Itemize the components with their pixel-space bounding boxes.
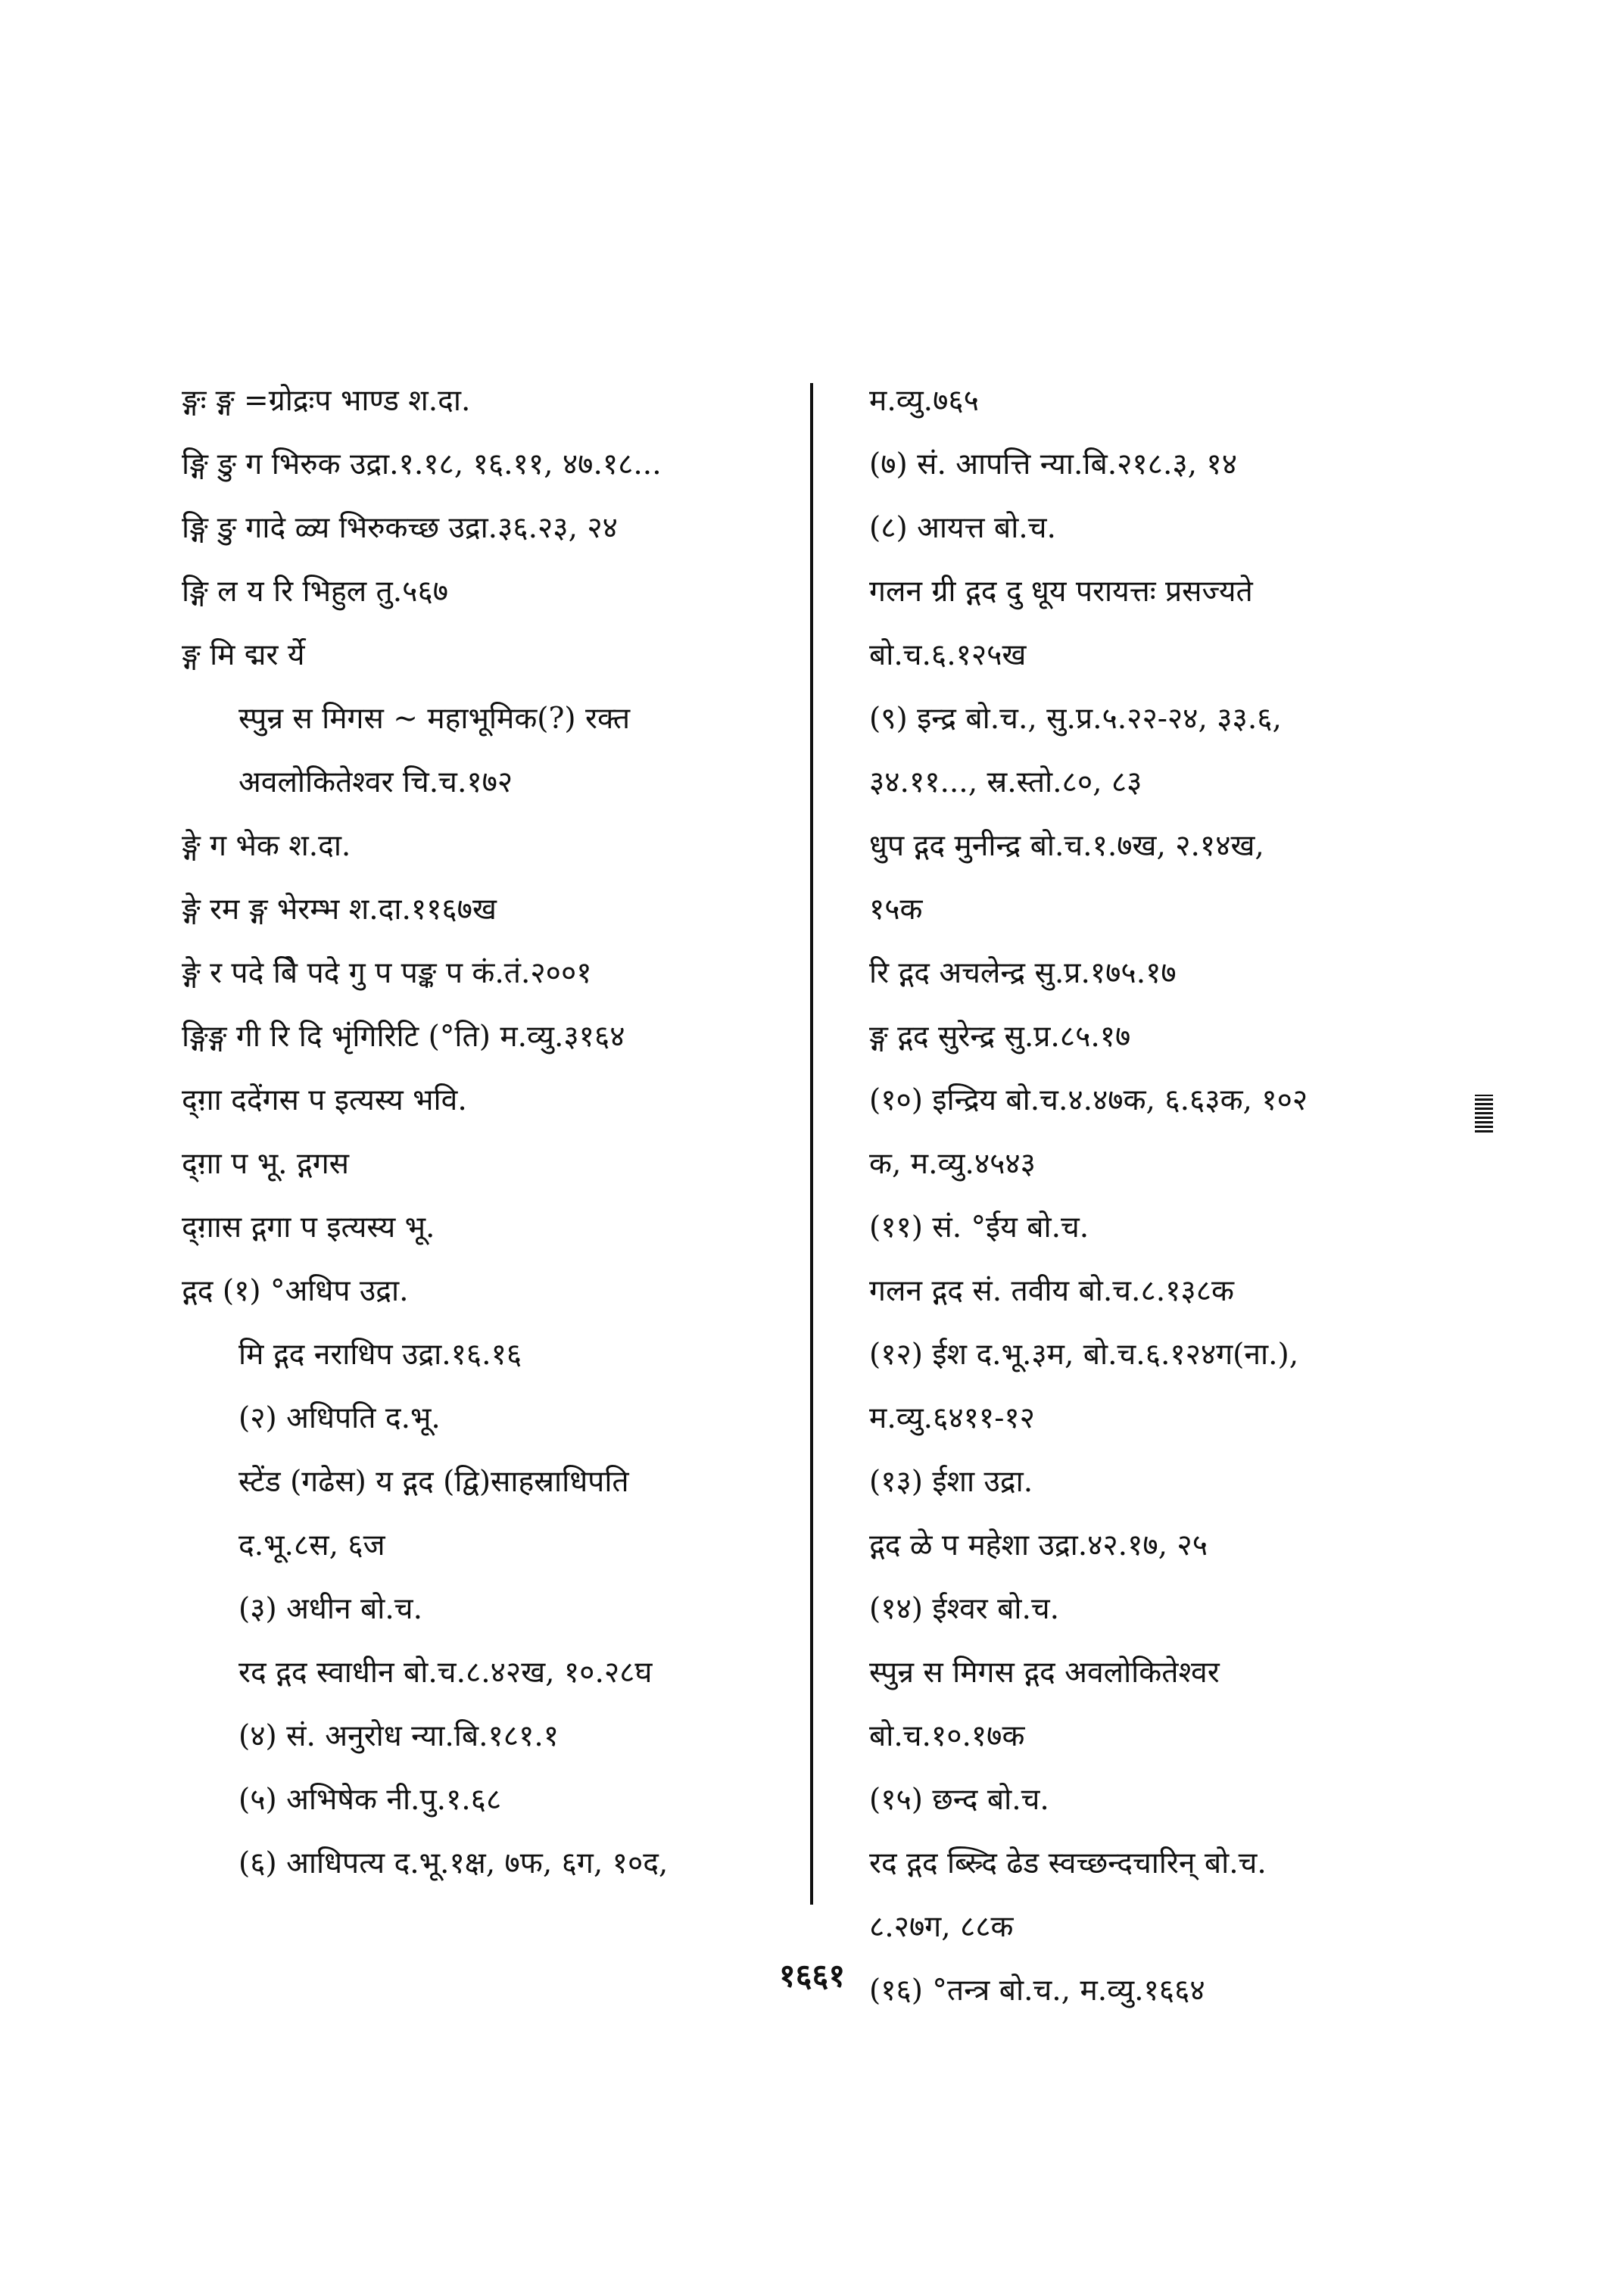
entry-line: (१४) ईश्वर बो.च.	[869, 1592, 1060, 1626]
entry-line: (१०) इन्द्रिय बो.च.४.४७क, ६.६३क, १०२	[869, 1083, 1308, 1117]
entry-line: बो.च.१०.१७क	[869, 1719, 1025, 1753]
entry-line: रद द्गद स्वाधीन बो.च.८.४२ख, १०.२८घ	[238, 1656, 653, 1690]
entry-line: द.भू.८स, ६ज	[238, 1528, 385, 1562]
right-column	[869, 369, 1452, 2023]
column-divider	[810, 383, 813, 1905]
page-number: १६६१	[778, 1957, 846, 1994]
entry-line: ३४.११..., स्र.स्तो.८०, ८३	[869, 765, 1142, 799]
entry-line: (५) अभिषेक नी.पु.१.६८	[238, 1783, 502, 1817]
entry-line: बो.च.६.१२५ख	[869, 638, 1027, 672]
entry-line: ङ्गे रम ङ्ग भेरम्भ श.दा.११६७ख	[182, 893, 497, 927]
entry-line: स्टेंड (गढेस) य द्गद (द्वि)साहस्राधिपति	[238, 1465, 629, 1499]
entry-line: (६) आधिपत्य द.भू.१क्ष, ७फ, ६ग, १०द,	[238, 1846, 669, 1880]
entry-line: (१३) ईशा उद्रा.	[869, 1465, 1033, 1499]
entry-line: ङ्ग द्गद सुरेन्द्र सु.प्र.८५.१७	[869, 1020, 1131, 1054]
entry-line: अवलोकितेश्वर चि.च.१७२	[238, 765, 513, 799]
entry-line: (८) आयत्त बो.च.	[869, 511, 1056, 545]
entry-line: द्ग़ास द्गगा प इत्यस्य भू.	[182, 1210, 435, 1245]
entry-line: स्पुन्र स मिगस ~ महाभूमिक(?) रक्त	[238, 702, 631, 736]
entry-line: गलन द्गद सं. तवीय बो.च.८.१३८क	[869, 1274, 1234, 1308]
entry-line: द्ग़ा ददेंगस प इत्यस्य भवि.	[182, 1083, 467, 1117]
entry-line: ८.२७ग, ८८क	[869, 1910, 1014, 1944]
entry-line: (१५) छन्द बो.च.	[869, 1783, 1049, 1817]
entry-line: ङ्गि ल य रि भिहुल तु.५६७	[182, 575, 449, 609]
entry-line: रि द्गद अचलेन्द्र सु.प्र.१७५.१७	[869, 956, 1177, 990]
entry-line: धुप द्गद मुनीन्द्र बो.च.१.७ख, २.१४ख,	[869, 829, 1264, 863]
entry-line: (४) सं. अनुरोध न्या.बि.१८१.१	[238, 1719, 560, 1753]
entry-line: ङ्गि ङु ग भिरुक उद्रा.१.१८, १६.११, ४७.१८...	[182, 447, 662, 481]
entry-line: क, म.व्यु.४५४३	[869, 1147, 1036, 1181]
entry-line: ङ्गि ङु गादे ळ्य भिरुकच्छ उद्रा.३६.२३, २४	[182, 511, 618, 545]
entry-line: (१२) ईश द.भू.३म, बो.च.६.१२४ग(ना.),	[869, 1338, 1299, 1372]
entry-line: ङ्गे र पदे बिे पदे गु प पङ्क प कं.तं.२००१	[182, 956, 592, 990]
entry-line: (९) इन्द्र बो.च., सु.प्र.५.२२-२४, ३३.६,	[869, 702, 1282, 736]
entry-line: ङ्गे ग भेक श.दा.	[182, 829, 351, 863]
margin-tab-mark	[1475, 1095, 1493, 1132]
entry-line: मि द्गद नराधिप उद्रा.१६.१६	[238, 1338, 522, 1372]
entry-line: रद द्गद ब्स्र्दि ढेड स्वच्छन्दचारिन् बो.च.	[869, 1846, 1267, 1880]
left-column	[182, 369, 799, 1896]
entry-line: गलन ग्री द्गद दु धूय परायत्तः प्रसज्यते	[869, 575, 1253, 609]
entry-line: द्गद (१) °अधिप उद्रा.	[182, 1274, 409, 1308]
entry-line: ङ्गः ङ्ग =ग्रोद्रःप भाण्ड श.दा.	[182, 384, 471, 418]
entry-line: १५क	[869, 893, 923, 927]
entry-line: (७) सं. आपत्ति न्या.बि.२१८.३, १४	[869, 447, 1237, 481]
entry-line: (११) सं. °ईय बो.च.	[869, 1210, 1089, 1245]
entry-line: म.व्यु.७६५	[869, 384, 979, 418]
entry-line: (१६) °तन्त्र बो.च., म.व्यु.१६६४	[869, 1974, 1205, 2008]
entry-line: (३) अधीन बो.च.	[238, 1592, 422, 1626]
entry-line: द्गद ळे प महेशा उद्रा.४२.१७, २५	[869, 1528, 1208, 1562]
entry-line: स्पुन्र स मिगस द्गद अवलोकितेश्वर	[869, 1656, 1220, 1690]
entry-line: म.व्यु.६४११-१२	[869, 1401, 1035, 1435]
entry-line: (२) अधिपति द.भू.	[238, 1401, 441, 1435]
entry-line: ङ्ग मि द्मर र्ये	[182, 638, 305, 672]
entry-line: ङ्गिङ्ग गी रि दि भृंगिरिटि (°ति) म.व्यु.३१६४	[182, 1020, 625, 1054]
entry-line: द्ग़ा प भू. द्गगस	[182, 1147, 350, 1181]
